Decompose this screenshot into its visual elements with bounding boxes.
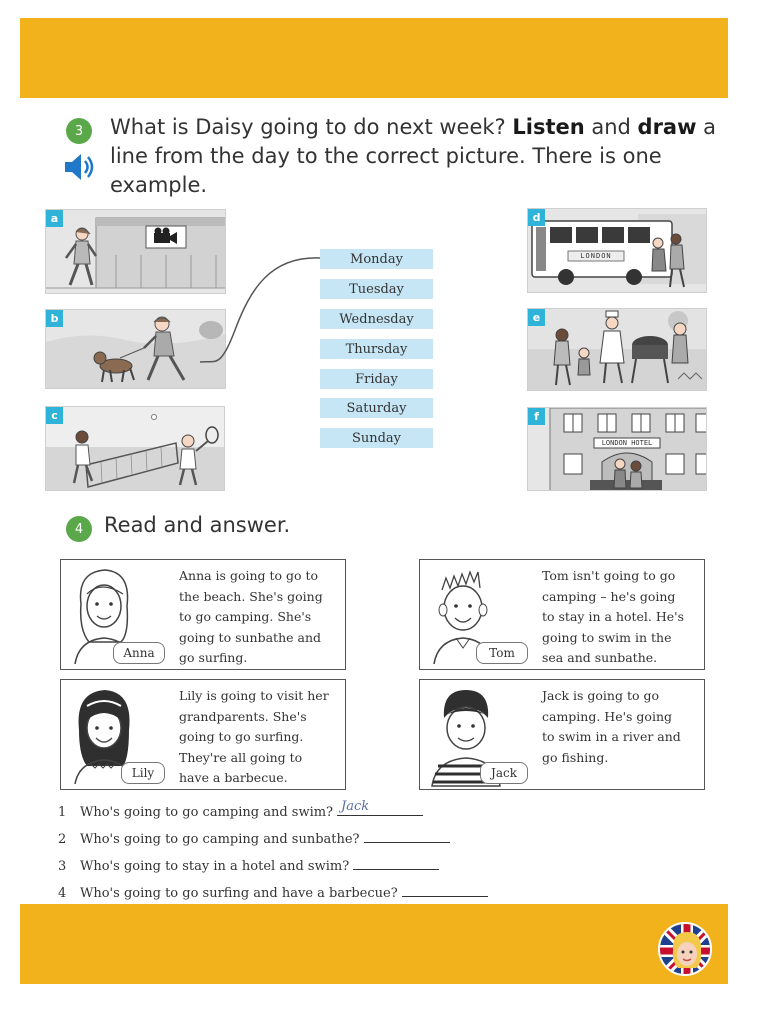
question-2-number: 2 bbox=[58, 832, 67, 847]
picture-d-bus bbox=[527, 208, 707, 293]
question-1-text: Who's going to go camping and swim? bbox=[80, 805, 334, 820]
question-4-text: Who's going to go surfing and have a barbecue? bbox=[80, 886, 398, 901]
question-1-number: 1 bbox=[58, 805, 67, 820]
card-jack-name: Jack bbox=[480, 762, 528, 784]
card-tom bbox=[419, 559, 705, 670]
and-word: and bbox=[584, 115, 638, 139]
card-lily-text: Lily is going to visit her grandparents. She's going to go surfing. They're all going to have a barbecue. bbox=[179, 688, 329, 785]
draw-word: draw bbox=[637, 115, 697, 139]
exercise-4-instruction: Read and answer. bbox=[104, 513, 291, 537]
question-4 bbox=[58, 883, 488, 901]
bus-sign: LONDON bbox=[580, 252, 612, 260]
question-3-text: Who's going to stay in a hotel and swim? bbox=[80, 859, 350, 874]
question-4-answer-field[interactable] bbox=[402, 883, 488, 897]
hotel-sign: LONDON HOTEL bbox=[601, 439, 653, 447]
question-2 bbox=[58, 829, 450, 847]
card-anna-text: Anna is going to go to the beach. She's going to go camping. She's going to sunbathe and go surfing. bbox=[179, 568, 323, 665]
picture-e-barbecue bbox=[527, 308, 707, 391]
card-lily-name: Lily bbox=[121, 762, 165, 784]
card-anna bbox=[60, 559, 346, 670]
question-1-answer: Jack bbox=[341, 799, 370, 814]
footer-band bbox=[20, 904, 728, 984]
day-sunday[interactable]: Sunday bbox=[320, 428, 433, 448]
question-2-answer-field[interactable] bbox=[364, 829, 450, 843]
question-3-number: 3 bbox=[58, 859, 67, 874]
avatar bbox=[658, 922, 712, 976]
day-saturday[interactable]: Saturday bbox=[320, 398, 433, 418]
picture-d-letter: d bbox=[528, 209, 545, 226]
card-tom-text: Tom isn't going to go camping – he's going to stay in a hotel. He's going to swim in the sea and sunbathe. bbox=[542, 568, 684, 665]
card-lily bbox=[60, 679, 346, 790]
card-jack bbox=[419, 679, 705, 790]
picture-f-hotel bbox=[527, 407, 707, 491]
card-anna-name: Anna bbox=[113, 642, 165, 664]
instruction-text-2: a line from the day to the correct picture. There is one example. bbox=[110, 115, 717, 197]
instruction-text-1: What is Daisy going to do next week? bbox=[110, 115, 513, 139]
day-thursday[interactable]: Thursday bbox=[320, 339, 433, 359]
picture-f-letter: f bbox=[528, 408, 545, 425]
picture-c-letter: c bbox=[46, 407, 63, 424]
exercise-3-number: 3 bbox=[66, 118, 92, 144]
exercise-4-number: 4 bbox=[66, 516, 92, 542]
question-3-answer-field[interactable] bbox=[353, 856, 439, 870]
day-tuesday[interactable]: Tuesday bbox=[320, 279, 433, 299]
card-tom-name: Tom bbox=[476, 642, 528, 664]
card-jack-text: Jack is going to go camping. He's going to swim in a river and go fishing. bbox=[542, 688, 681, 765]
question-1 bbox=[58, 799, 423, 820]
picture-a-letter: a bbox=[46, 210, 63, 227]
day-friday[interactable]: Friday bbox=[320, 369, 433, 389]
question-3 bbox=[58, 856, 439, 874]
question-2-text: Who's going to go camping and sunbathe? bbox=[80, 832, 360, 847]
day-monday[interactable]: Monday bbox=[320, 249, 433, 269]
question-4-number: 4 bbox=[58, 886, 67, 901]
picture-b-letter: b bbox=[46, 310, 63, 327]
question-1-answer-field[interactable] bbox=[337, 799, 423, 816]
day-wednesday[interactable]: Wednesday bbox=[320, 309, 433, 329]
listen-word: Listen bbox=[512, 115, 585, 139]
picture-e-letter: e bbox=[528, 309, 545, 326]
